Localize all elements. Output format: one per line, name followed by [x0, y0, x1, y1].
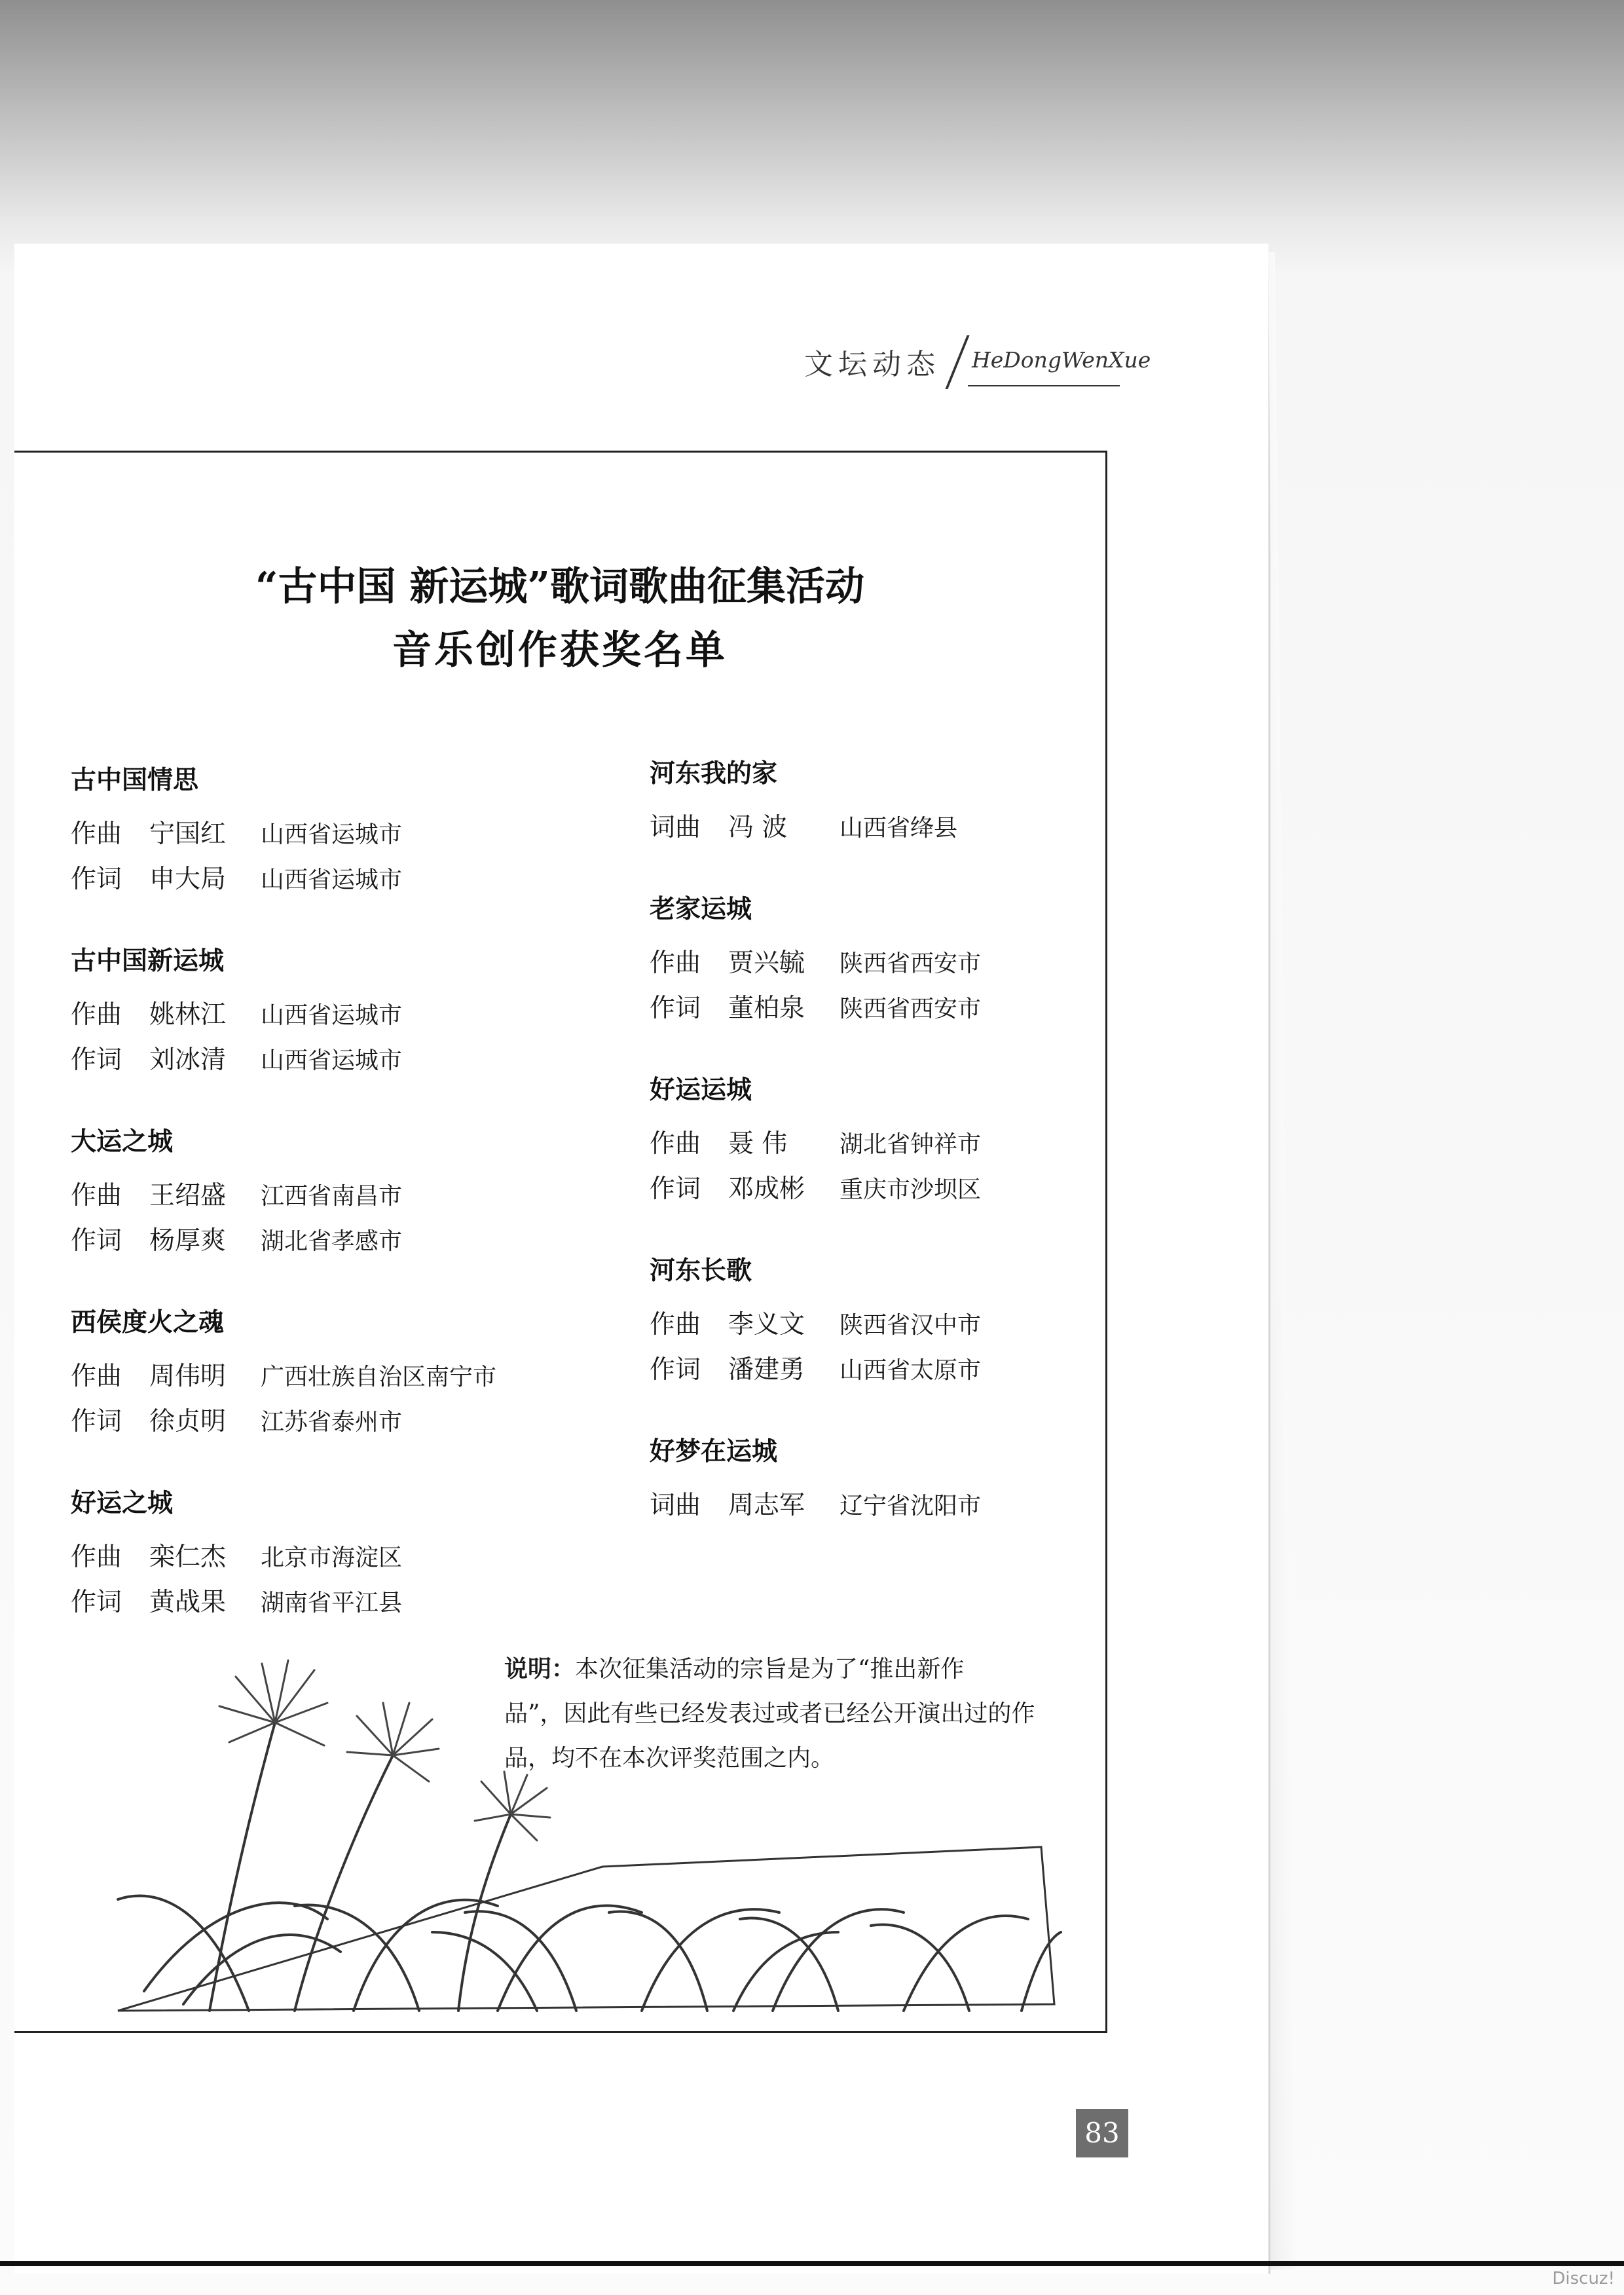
credit-role: 作曲	[650, 948, 701, 978]
credit-name: 潘建勇	[728, 1355, 805, 1385]
song-entry	[650, 753, 1108, 851]
song-entry	[71, 760, 608, 903]
section-title-en: HeDongWenXue	[972, 347, 1151, 373]
award-list-left	[71, 760, 608, 1664]
credit-role: 词曲	[650, 813, 701, 842]
credit-place: 江西省南昌市	[261, 1183, 403, 1210]
credit-name: 冯 波	[728, 813, 788, 842]
page-number: 83	[1076, 2109, 1128, 2157]
song-title: 好梦在运城	[650, 1437, 778, 1466]
credit-role: 作词	[71, 865, 122, 894]
song-entry	[71, 941, 608, 1083]
credit-place: 山西省运城市	[261, 867, 403, 893]
credit-role: 作曲	[650, 1129, 701, 1159]
credit-place: 山西省绛县	[840, 815, 958, 842]
forum-watermark: Discuz!	[1552, 2269, 1615, 2288]
credit-role: 作曲	[650, 1310, 701, 1339]
credit-name: 周伟明	[149, 1362, 227, 1391]
note-text-line3: 品，均不在本次评奖范围之内。	[504, 1745, 835, 1772]
credit-role: 作词	[71, 1407, 122, 1436]
credit-place: 北京市海淀区	[261, 1544, 403, 1571]
credit-line	[650, 1167, 1108, 1212]
credit-place: 江苏省泰州市	[261, 1409, 403, 1436]
credit-place: 湖北省钟祥市	[840, 1131, 982, 1158]
credit-name: 黄战果	[149, 1588, 227, 1617]
credit-name: 姚林江	[149, 1000, 227, 1030]
article-title-line2: 音乐创作获奖名单	[392, 627, 728, 673]
song-entry	[71, 1302, 608, 1445]
credit-place: 陕西省西安市	[840, 996, 982, 1022]
credit-name: 聂 伟	[728, 1129, 788, 1159]
song-title: 好运之城	[71, 1489, 174, 1518]
credit-name: 贾兴毓	[728, 948, 805, 978]
credit-line	[71, 1174, 608, 1219]
credit-name: 刘冰清	[149, 1045, 227, 1075]
credit-role: 作词	[650, 994, 701, 1023]
credit-role: 作词	[650, 1355, 701, 1385]
credit-role: 作曲	[71, 1000, 122, 1030]
award-list-right	[650, 753, 1108, 1567]
credit-role: 作词	[650, 1174, 701, 1204]
credit-line	[71, 1580, 608, 1626]
credit-name: 邓成彬	[728, 1174, 805, 1204]
credit-line	[71, 993, 608, 1038]
section-title-zh: 文坛动态	[804, 348, 940, 381]
credit-place: 山西省运城市	[261, 1002, 403, 1029]
credit-role: 作曲	[71, 819, 122, 849]
credit-place: 重庆市沙坝区	[840, 1176, 982, 1203]
credit-name: 宁国红	[149, 819, 227, 849]
song-title: 好运运城	[650, 1075, 752, 1105]
article-title-line1: “古中国 新运城”歌词歌曲征集活动	[255, 564, 864, 610]
credit-role: 词曲	[650, 1491, 701, 1520]
header-divider	[945, 335, 969, 389]
credit-place: 广西壮族自治区南宁市	[261, 1364, 497, 1390]
song-entry	[650, 1070, 1108, 1212]
credit-line	[71, 1535, 608, 1580]
song-entry	[650, 1250, 1108, 1393]
credit-line	[650, 1122, 1108, 1167]
credit-line	[650, 806, 1108, 851]
credit-role: 作词	[71, 1226, 122, 1256]
song-title: 古中国情思	[71, 766, 199, 795]
credit-name: 董柏泉	[728, 994, 805, 1023]
credit-name: 王绍盛	[149, 1181, 227, 1210]
credit-line	[71, 1038, 608, 1083]
song-entry	[71, 1483, 608, 1626]
credit-line	[71, 1219, 608, 1264]
scan-border	[0, 2261, 1624, 2266]
credit-place: 山西省运城市	[261, 821, 403, 848]
credit-place: 陕西省西安市	[840, 950, 982, 977]
credit-place: 湖南省平江县	[261, 1590, 403, 1616]
credit-line	[71, 1354, 608, 1400]
song-title: 西侯度火之魂	[71, 1308, 225, 1337]
explanatory-note	[504, 1647, 1080, 1781]
credit-line	[650, 986, 1108, 1032]
credit-place: 湖北省孝感市	[261, 1228, 403, 1255]
credit-role: 作曲	[71, 1362, 122, 1391]
credit-name: 周志军	[728, 1491, 805, 1520]
song-title: 大运之城	[71, 1127, 174, 1157]
note-text-line1: 本次征集活动的宗旨是为了“推出新作	[575, 1656, 965, 1683]
credit-line	[650, 1483, 1108, 1529]
credit-role: 作曲	[71, 1181, 122, 1210]
credit-place: 辽宁省沈阳市	[840, 1493, 982, 1520]
credit-line	[71, 1400, 608, 1445]
credit-role: 作曲	[71, 1542, 122, 1572]
credit-line	[650, 941, 1108, 986]
header-underline	[968, 385, 1120, 386]
credit-line	[71, 857, 608, 903]
credit-name: 李义文	[728, 1310, 805, 1339]
credit-role: 作词	[71, 1588, 122, 1617]
credit-line	[650, 1348, 1108, 1393]
credit-place: 山西省运城市	[261, 1047, 403, 1074]
song-title: 河东长歌	[650, 1256, 752, 1286]
note-label: 说明：	[504, 1656, 576, 1683]
section-header	[804, 335, 1151, 388]
credit-role: 作词	[71, 1045, 122, 1075]
song-title: 河东我的家	[650, 759, 778, 789]
song-entry	[650, 1431, 1108, 1529]
credit-name: 杨厚爽	[149, 1226, 227, 1256]
song-entry	[71, 1121, 608, 1264]
song-title: 古中国新运城	[71, 946, 225, 976]
credit-place: 陕西省汉中市	[840, 1312, 982, 1339]
credit-line	[650, 1303, 1108, 1348]
credit-line	[71, 812, 608, 857]
note-text-line2: 品”，因此有些已经发表过或者已经公开演出过的作	[504, 1700, 1035, 1727]
credit-name: 徐贞明	[149, 1407, 227, 1436]
credit-name: 栾仁杰	[149, 1542, 227, 1572]
credit-place: 山西省太原市	[840, 1357, 982, 1384]
song-entry	[650, 889, 1108, 1032]
song-title: 老家运城	[650, 895, 752, 924]
credit-name: 申大局	[149, 865, 227, 894]
